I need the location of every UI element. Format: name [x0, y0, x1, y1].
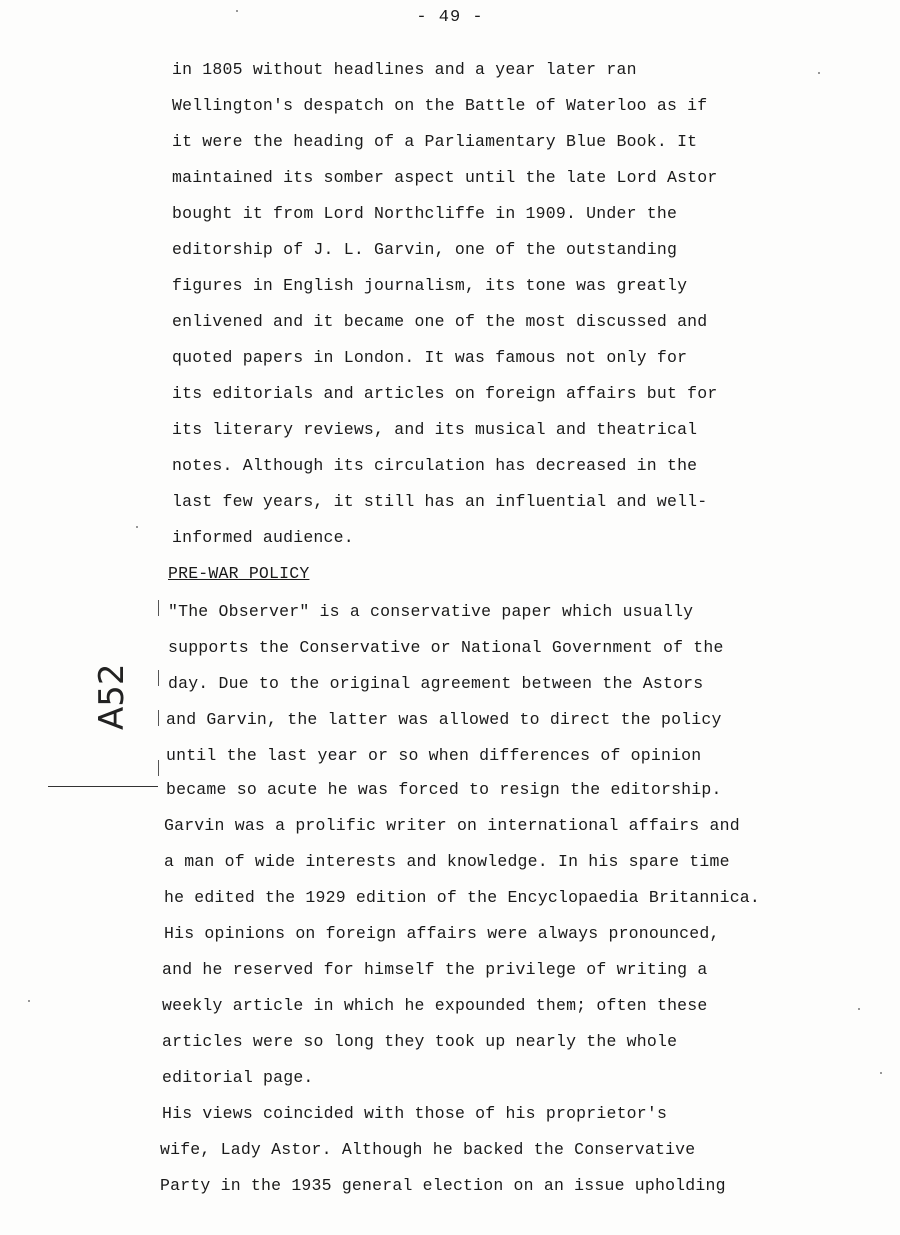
scan-speck — [28, 1000, 30, 1002]
text-line: day. Due to the original agreement between the Astors — [168, 674, 704, 693]
scan-speck — [136, 526, 138, 528]
text-line: a man of wide interests and knowledge. In his spare time — [164, 852, 730, 871]
text-line: weekly article in which he expounded them; often these — [162, 996, 708, 1015]
text-line: Wellington's despatch on the Battle of Waterloo as if — [172, 96, 708, 115]
text-line: and he reserved for himself the privilege of writing a — [162, 960, 708, 979]
margin-annotation: A52 — [92, 663, 132, 730]
scan-speck — [818, 72, 820, 74]
margin-tick — [158, 670, 159, 686]
margin-rule — [48, 786, 158, 787]
text-line: quoted papers in London. It was famous not only for — [172, 348, 688, 367]
text-line: he edited the 1929 edition of the Encyclopaedia Britannica. — [164, 888, 760, 907]
scan-speck — [858, 1008, 860, 1010]
text-line: in 1805 without headlines and a year later ran — [172, 60, 637, 79]
text-line: "The Observer" is a conservative paper which usually — [168, 602, 694, 621]
margin-tick — [158, 760, 159, 776]
text-line: last few years, it still has an influential and well- — [172, 492, 708, 511]
text-line: His opinions on foreign affairs were always pronounced, — [164, 924, 720, 943]
text-line: articles were so long they took up nearly the whole — [162, 1032, 678, 1051]
text-line: supports the Conservative or National Government of the — [168, 638, 724, 657]
text-line: maintained its somber aspect until the late Lord Astor — [172, 168, 718, 187]
text-line: it were the heading of a Parliamentary Blue Book. It — [172, 132, 698, 151]
page-number: - 49 - — [416, 8, 484, 27]
text-line: notes. Although its circulation has decreased in the — [172, 456, 698, 475]
text-line: editorial page. — [162, 1068, 314, 1087]
text-line: and Garvin, the latter was allowed to direct the policy — [166, 710, 722, 729]
text-line: His views coincided with those of his proprietor's — [162, 1104, 668, 1123]
text-line: until the last year or so when differences of opinion — [166, 746, 702, 765]
text-line: Garvin was a prolific writer on international affairs and — [164, 816, 740, 835]
scan-speck — [880, 1072, 882, 1074]
margin-tick — [158, 600, 159, 616]
section-heading: PRE-WAR POLICY — [168, 564, 310, 583]
text-line: editorship of J. L. Garvin, one of the outstanding — [172, 240, 678, 259]
text-line: informed audience. — [172, 528, 354, 547]
text-line: its editorials and articles on foreign affairs but for — [172, 384, 718, 403]
text-line: enlivened and it became one of the most discussed and — [172, 312, 708, 331]
margin-tick — [158, 710, 159, 726]
text-line: wife, Lady Astor. Although he backed the Conservative — [160, 1140, 696, 1159]
text-line: became so acute he was forced to resign the editorship. — [166, 780, 722, 799]
text-line: its literary reviews, and its musical and theatrical — [172, 420, 698, 439]
text-line: figures in English journalism, its tone was greatly — [172, 276, 688, 295]
scan-speck — [236, 10, 238, 12]
text-line: bought it from Lord Northcliffe in 1909. Under the — [172, 204, 678, 223]
text-line: Party in the 1935 general election on an issue upholding — [160, 1176, 726, 1195]
